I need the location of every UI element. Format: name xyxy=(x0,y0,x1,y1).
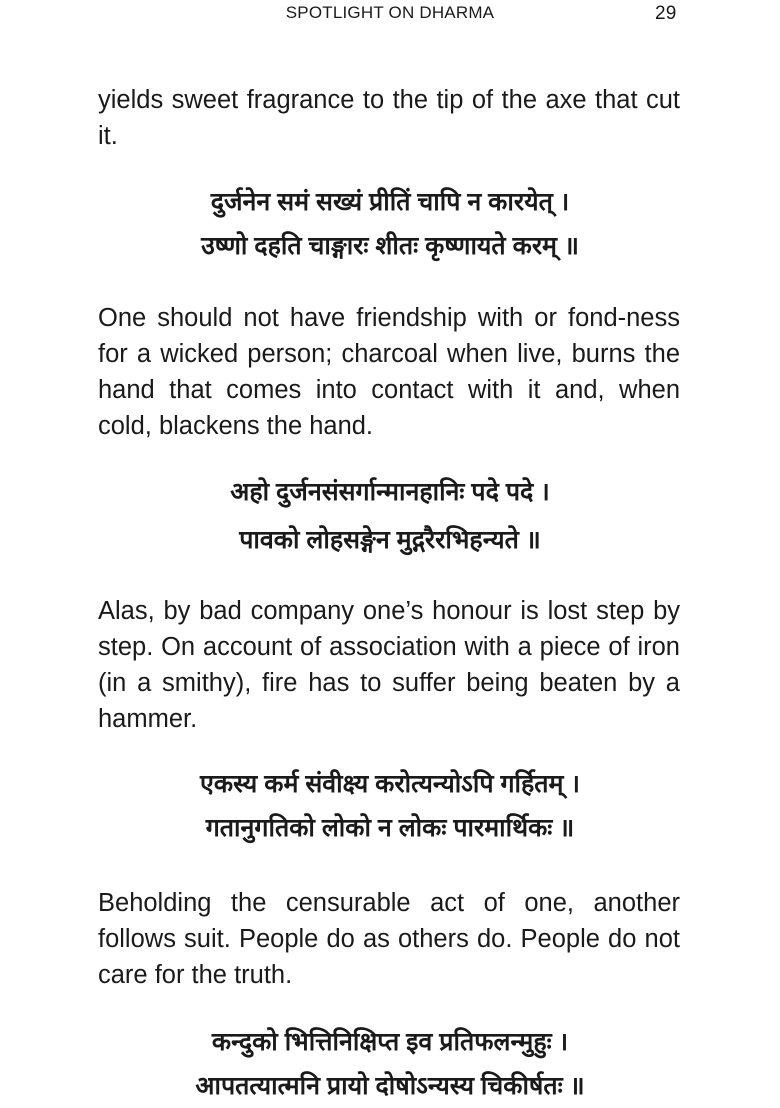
sanskrit-verse xyxy=(0,1020,780,1108)
paragraph: yields sweet fragrance to the tip of the axe that cut it. xyxy=(98,86,680,150)
verse-line: उष्णो दहति चाङ्गारः शीतः कृष्णायते करम् ॥ xyxy=(201,232,579,260)
page-number: 29 xyxy=(655,3,677,24)
sanskrit-verse xyxy=(0,470,780,562)
verse-line: अहो दुर्जनसंसर्गान्मानहानिः पदे पदे । xyxy=(230,478,550,506)
verse-line: कन्दुको भित्तिनिक्षिप्त इव प्रतिफलन्मुहुः । xyxy=(211,1028,569,1056)
paragraph: One should not have friendship with or fond-ness for a wicked person; charcoal when live, burns the hand that comes into contact with it and, when cold, blackens the hand. xyxy=(98,304,680,440)
sanskrit-verse xyxy=(0,180,780,268)
verse-line: गतानुगतिको लोको न लोकः पारमार्थिकः ॥ xyxy=(205,814,575,842)
paragraph: Beholding the censurable act of one, another follows suit. People do as others do. People do not care for the truth. xyxy=(98,889,680,989)
verse-line: दुर्जनेन समं सख्यं प्रीतिं चापि न कारयेत् । xyxy=(210,188,570,216)
verse-line: एकस्य कर्म संवीक्ष्य करोत्यन्योऽपि गर्हितम् । xyxy=(200,770,580,798)
sanskrit-verse xyxy=(0,762,780,850)
running-header: SPOTLIGHT ON DHARMA xyxy=(285,3,495,22)
paragraph: Alas, by bad company one’s honour is lost step by step. On account of association with a piece of iron (in a smithy), fire has to suffer being beaten by a hammer. xyxy=(98,597,680,733)
verse-line: पावको लोहसङ्गेन मुद्गरैरभिहन्यते ॥ xyxy=(239,526,541,554)
verse-line: आपतत्यात्मनि प्रायो दोषोऽन्यस्य चिकीर्षतः ॥ xyxy=(195,1072,585,1100)
